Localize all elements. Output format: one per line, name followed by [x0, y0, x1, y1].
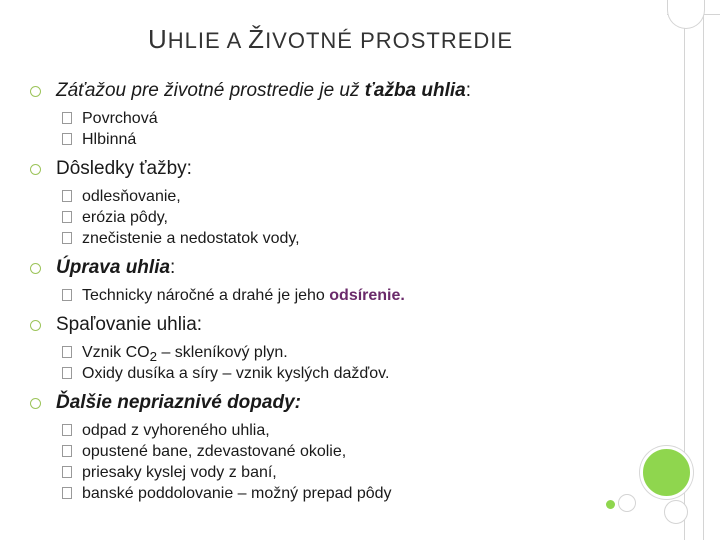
heading-text: : — [170, 257, 176, 278]
square-bullet-icon — [62, 190, 72, 202]
sub-bullet-text: Technicky náročné a drahé je jeho — [82, 287, 330, 304]
sub-bullet-text: odlesňovanie, — [82, 188, 181, 205]
bullet-heading — [30, 390, 630, 416]
sub-bullet — [30, 207, 630, 228]
square-bullet-icon — [62, 112, 72, 124]
decor-circle-green — [640, 446, 693, 499]
circle-bullet-icon — [30, 164, 41, 175]
sub-bullet — [30, 420, 630, 441]
bullet-heading — [30, 312, 630, 338]
square-bullet-icon — [62, 232, 72, 244]
bullet-heading — [30, 78, 630, 104]
sub-bullet-text: erózia pôdy, — [82, 209, 168, 226]
title-cap: Ž — [248, 24, 266, 54]
bullet-section — [30, 255, 630, 306]
bullet-section — [30, 78, 630, 150]
sub-bullet-text: Hlbinná — [82, 131, 137, 148]
bullet-section — [30, 390, 630, 504]
heading-emphasis: Úprava uhlia — [56, 257, 171, 278]
slide-title — [148, 24, 568, 55]
square-bullet-icon — [62, 346, 72, 358]
title-text: HLIE A — [167, 28, 249, 53]
sub-bullet-text: znečistenie a nedostatok vody, — [82, 230, 300, 247]
sub-bullet-text: Vznik CO — [82, 344, 150, 361]
subscript-text: 2 — [149, 349, 157, 365]
sub-bullet — [30, 342, 630, 363]
sub-bullet — [30, 285, 630, 306]
sub-bullet — [30, 108, 630, 129]
circle-bullet-icon — [30, 398, 41, 409]
sub-bullet-text: Oxidy dusíka a síry – vznik kyslých dažďov. — [82, 365, 390, 382]
square-bullet-icon — [62, 424, 72, 436]
square-bullet-icon — [62, 133, 72, 145]
sub-bullet — [30, 186, 630, 207]
square-bullet-icon — [62, 445, 72, 457]
heading-text: Dôsledky ťažby: — [56, 158, 192, 179]
sub-bullet-text: opustené bane, zdevastované okolie, — [82, 443, 347, 460]
circle-bullet-icon — [30, 86, 41, 97]
heading-text: Spaľovanie uhlia: — [56, 314, 203, 335]
square-bullet-icon — [62, 367, 72, 379]
title-text: IVOTNÉ PROSTREDIE — [265, 28, 514, 53]
sub-bullet — [30, 483, 630, 504]
sub-bullet-text: Povrchová — [82, 110, 158, 127]
highlight-text: odsírenie. — [329, 287, 405, 304]
title-cap: U — [148, 24, 168, 54]
bullet-heading — [30, 255, 630, 281]
decor-circle-small — [664, 500, 688, 524]
bullet-section — [30, 156, 630, 249]
bullet-heading — [30, 156, 630, 182]
heading-text: Záťažou pre životné prostredie je už — [56, 80, 365, 101]
sub-bullet-text: odpad z vyhoreného uhlia, — [82, 422, 270, 439]
sub-bullet — [30, 228, 630, 249]
square-bullet-icon — [62, 211, 72, 223]
heading-text: : — [465, 80, 472, 101]
heading-emphasis: ťažba uhlia — [364, 80, 466, 101]
sub-bullet — [30, 129, 630, 150]
square-bullet-icon — [62, 487, 72, 499]
sub-bullet-text: banské poddolovanie – možný prepad pôdy — [82, 485, 392, 502]
circle-bullet-icon — [30, 320, 41, 331]
sub-bullet — [30, 441, 630, 462]
sub-bullet-text: priesaky kyslej vody z baní, — [82, 464, 277, 481]
circle-bullet-icon — [30, 263, 41, 274]
bullet-section — [30, 312, 630, 384]
square-bullet-icon — [62, 466, 72, 478]
sub-bullet-text: – skleníkový plyn. — [157, 344, 288, 361]
square-bullet-icon — [62, 289, 72, 301]
sub-bullet — [30, 363, 630, 384]
slide-content — [30, 78, 630, 504]
heading-emphasis: Ďalšie nepriaznivé dopady: — [56, 392, 301, 413]
sub-bullet — [30, 462, 630, 483]
